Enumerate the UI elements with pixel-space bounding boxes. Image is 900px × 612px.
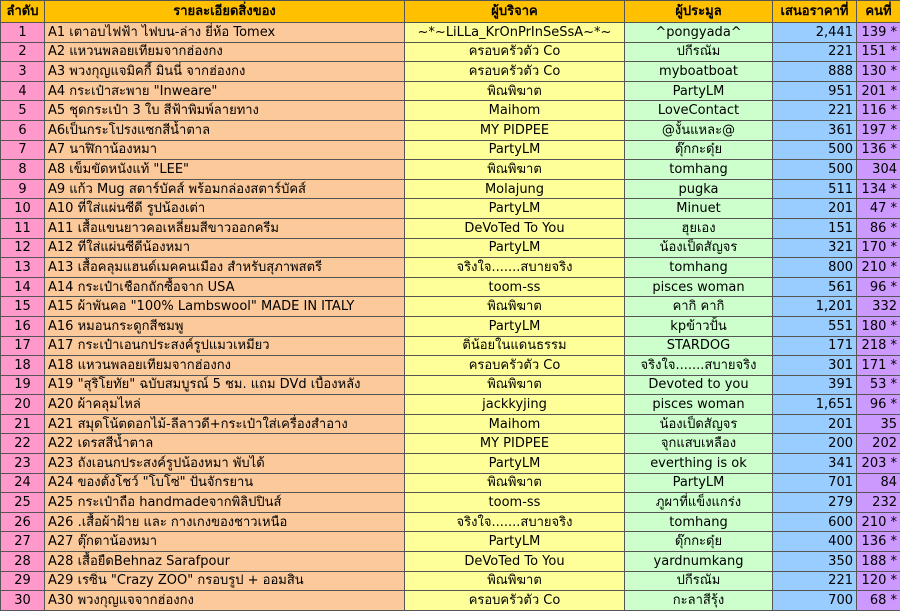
cell-bidder: ดุ๊กกะดุ๋ย [625,140,773,160]
cell-bidder: pisces woman [625,395,773,415]
cell-item: A12 ที่ใส่แผ่นซีดีน้องหมา [45,238,405,258]
cell-bidder: PartyLM [625,473,773,493]
cell-item: A22 เดรสสีน้ำตาล [45,434,405,454]
cell-no: 6 [1,120,45,140]
cell-price: 341 [773,454,857,474]
cell-donor: PartyLM [405,238,625,258]
cell-price: 800 [773,258,857,278]
cell-price: 151 [773,218,857,238]
cell-bidder: ปกีรณัม [625,42,773,62]
cell-count: 134 * [857,179,900,199]
cell-donor: MY PIDPEE [405,434,625,454]
cell-price: 2,441 [773,23,857,43]
cell-count: 210 * [857,512,900,532]
cell-no: 18 [1,356,45,376]
cell-bidder: น้องเป็ดสัญจร [625,238,773,258]
table-row [1,414,900,434]
cell-count: 86 * [857,218,900,238]
cell-price: 201 [773,199,857,219]
cell-count: 218 * [857,336,900,356]
cell-donor: Maihom [405,414,625,434]
cell-no: 9 [1,179,45,199]
cell-price: 201 [773,414,857,434]
cell-price: 551 [773,316,857,336]
table-row [1,101,900,121]
cell-item: A8 เข็มขัดหนังแท้ "LEE" [45,160,405,180]
cell-item: A20 ผ้าคลุมไหล่ [45,395,405,415]
cell-donor: จริงใจ.......สบายจริง [405,512,625,532]
cell-bidder: pisces woman [625,277,773,297]
cell-item: A15 ผ้าพันคอ "100% Lambswool" MADE IN ITALY [45,297,405,317]
cell-price: 279 [773,493,857,513]
cell-no: 26 [1,512,45,532]
cell-price: 1,651 [773,395,857,415]
cell-donor: ครอบครัวตัว Co [405,42,625,62]
cell-donor: DeVoTed To You [405,552,625,572]
table-row [1,258,900,278]
cell-price: 700 [773,591,857,611]
cell-item: A26 .เสื้อผ้าฝ้าย และ กางเกงของชาวเหนือ [45,512,405,532]
cell-donor: MY PIDPEE [405,120,625,140]
cell-no: 8 [1,160,45,180]
cell-count: 304 [857,160,900,180]
cell-count: 188 * [857,552,900,572]
cell-bidder: myboatboat [625,62,773,82]
cell-donor: พิณพิฆาต [405,160,625,180]
cell-price: 951 [773,81,857,101]
table-row [1,336,900,356]
cell-count: 180 * [857,316,900,336]
cell-count: 96 * [857,277,900,297]
header-row [1,1,900,23]
cell-item: A1 เตาอบไฟฟ้า ไฟบน-ล่าง ยี่ห้อ Tomex [45,23,405,43]
cell-count: 96 * [857,395,900,415]
cell-donor: Molajung [405,179,625,199]
header-item: รายละเอียดสิ่งของ [45,1,405,23]
table-row [1,42,900,62]
cell-donor: PartyLM [405,140,625,160]
cell-donor: พิณพิฆาต [405,473,625,493]
cell-price: 888 [773,62,857,82]
cell-count: 232 [857,493,900,513]
cell-count: 120 * [857,571,900,591]
table-row [1,160,900,180]
cell-donor: พิณพิฆาต [405,81,625,101]
table-row [1,238,900,258]
cell-item: A28 เสื้อยืดBehnaz Sarafpour [45,552,405,572]
cell-item: A18 แหวนพลอยเทียมจากฮ่องกง [45,356,405,376]
cell-count: 203 * [857,454,900,474]
cell-no: 30 [1,591,45,611]
table-row [1,375,900,395]
cell-no: 14 [1,277,45,297]
cell-no: 17 [1,336,45,356]
cell-bidder: STARDOG [625,336,773,356]
table-body [1,23,900,611]
cell-bidder: ภูผาที่แข็งแกร่ง [625,493,773,513]
cell-no: 23 [1,454,45,474]
table-row [1,512,900,532]
cell-donor: PartyLM [405,316,625,336]
cell-count: 53 * [857,375,900,395]
header-donor: ผู้บริจาค [405,1,625,23]
cell-donor: ~*~LiLLa_KrOnPrInSeSsA~*~ [405,23,625,43]
cell-count: 171 * [857,356,900,376]
cell-count: 68 * [857,591,900,611]
table-row [1,316,900,336]
cell-item: A6เป็นกระโปรงแซกสีน้ำตาล [45,120,405,140]
cell-item: A30 พวงกุญแจจากฮ่องกง [45,591,405,611]
cell-item: A3 พวงกุญแจมิคกี้ มินนี่ จากฮ่องกง [45,62,405,82]
cell-price: 321 [773,238,857,258]
cell-no: 4 [1,81,45,101]
table-row [1,23,900,43]
cell-no: 19 [1,375,45,395]
cell-bidder: จุกแสบเหลือง [625,434,773,454]
cell-no: 21 [1,414,45,434]
cell-no: 13 [1,258,45,278]
cell-count: 84 [857,473,900,493]
header-price: เสนอราคาที่ [773,1,857,23]
cell-no: 29 [1,571,45,591]
cell-price: 561 [773,277,857,297]
header-no: ลำดับ [1,1,45,23]
cell-bidder: คากิ คากิ [625,297,773,317]
cell-item: A21 สมุดโน้ตดอกไม้-ลีลาวดี+กระเป๋าใส่เครื่องสำอาง [45,414,405,434]
cell-donor: PartyLM [405,532,625,552]
cell-price: 221 [773,101,857,121]
table-row [1,532,900,552]
cell-no: 15 [1,297,45,317]
cell-no: 22 [1,434,45,454]
cell-count: 116 * [857,101,900,121]
cell-count: 332 [857,297,900,317]
cell-count: 201 * [857,81,900,101]
table-row [1,454,900,474]
cell-bidder: kpข้าวปั้น [625,316,773,336]
cell-item: A4 กระเป๋าสะพาย "Inweare" [45,81,405,101]
cell-count: 130 * [857,62,900,82]
cell-donor: ครอบครัวตัว Co [405,62,625,82]
cell-no: 10 [1,199,45,219]
cell-count: 35 [857,414,900,434]
cell-price: 391 [773,375,857,395]
cell-bidder: ฮุยเอง [625,218,773,238]
cell-bidder: ^pongyada^ [625,23,773,43]
cell-price: 1,201 [773,297,857,317]
cell-price: 500 [773,160,857,180]
cell-price: 400 [773,532,857,552]
cell-bidder: LoveContact [625,101,773,121]
cell-bidder: yardnumkang [625,552,773,572]
cell-bidder: tomhang [625,160,773,180]
cell-donor: DeVoTed To You [405,218,625,238]
cell-item: A9 แก้ว Mug สตาร์บัคส์ พร้อมกล่องสตาร์บัคส์ [45,179,405,199]
table-row [1,140,900,160]
cell-price: 600 [773,512,857,532]
cell-count: 202 [857,434,900,454]
cell-donor: จริงใจ.......สบายจริง [405,258,625,278]
cell-item: A27 ตุ๊กตาน้องหมา [45,532,405,552]
table-row [1,218,900,238]
table-row [1,120,900,140]
cell-no: 20 [1,395,45,415]
cell-donor: PartyLM [405,454,625,474]
cell-item: A14 กระเป๋าเชือกถักซื้อจาก USA [45,277,405,297]
header-bidder: ผู้ประมูล [625,1,773,23]
cell-item: A23 ถังเอนกประสงค์รูปน้องหมา พับได้ [45,454,405,474]
cell-donor: ครอบครัวตัว Co [405,591,625,611]
table-row [1,591,900,611]
cell-no: 3 [1,62,45,82]
table-row [1,277,900,297]
cell-bidder: จริงใจ.......สบายจริง [625,356,773,376]
table-row [1,179,900,199]
cell-item: A7 นาฬิกาน้องหมา [45,140,405,160]
cell-donor: toom-ss [405,493,625,513]
table-row [1,356,900,376]
cell-price: 361 [773,120,857,140]
cell-price: 350 [773,552,857,572]
cell-bidder: tomhang [625,258,773,278]
cell-count: 151 * [857,42,900,62]
cell-item: A24 ของตั้งโชว์ "โบโซ่" ปั่นจักรยาน [45,473,405,493]
cell-bidder: pugka [625,179,773,199]
cell-item: A13 เสื้อคลุมแฮนด์เมคคนเมือง สำหรับสุภาพสตรี [45,258,405,278]
cell-bidder: น้องเป็ดสัญจร [625,414,773,434]
cell-item: A10 ที่ใส่แผ่นซีดี รูปน้องเต่า [45,199,405,219]
table-row [1,297,900,317]
cell-price: 221 [773,42,857,62]
cell-price: 500 [773,140,857,160]
cell-no: 2 [1,42,45,62]
cell-bidder: everthing is ok [625,454,773,474]
cell-item: A29 เรซิ่น "Crazy ZOO" กรอบรูป + ออมสิน [45,571,405,591]
table-row [1,493,900,513]
cell-price: 701 [773,473,857,493]
cell-no: 12 [1,238,45,258]
table-row [1,199,900,219]
cell-price: 200 [773,434,857,454]
cell-count: 210 * [857,258,900,278]
cell-item: A17 กระเป๋าเอนกประสงค์รูปแมวเหมียว [45,336,405,356]
cell-no: 11 [1,218,45,238]
table-row [1,434,900,454]
cell-donor: Maihom [405,101,625,121]
cell-price: 221 [773,571,857,591]
table-row [1,571,900,591]
cell-count: 136 * [857,140,900,160]
cell-count: 170 * [857,238,900,258]
cell-item: A5 ชุดกระเป๋า 3 ใบ สีฟ้าพิมพ์ลายทาง [45,101,405,121]
cell-donor: พิณพิฆาต [405,571,625,591]
table-row [1,62,900,82]
cell-no: 7 [1,140,45,160]
cell-count: 139 * [857,23,900,43]
cell-no: 28 [1,552,45,572]
table-row [1,473,900,493]
cell-no: 24 [1,473,45,493]
cell-price: 301 [773,356,857,376]
cell-item: A25 กระเป๋าถือ handmadeจากพิลิปปินส์ [45,493,405,513]
cell-donor: ติ๋น้อยในแดนธรรม [405,336,625,356]
table-row [1,395,900,415]
cell-donor: พิณพิฆาต [405,375,625,395]
cell-donor: พิณพิฆาต [405,297,625,317]
cell-item: A19 "สุริโยทัย" ฉบับสมบูรณ์ 5 ชม. แถม DVd เบื้องหลัง [45,375,405,395]
cell-item: A16 หมอนกระดูกสีชมพู [45,316,405,336]
cell-count: 197 * [857,120,900,140]
cell-donor: toom-ss [405,277,625,297]
cell-item: A2 แหวนพลอยเทียมจากฮ่องกง [45,42,405,62]
cell-bidder: tomhang [625,512,773,532]
cell-no: 1 [1,23,45,43]
cell-bidder: @งั้นแหละ@ [625,120,773,140]
cell-count: 47 * [857,199,900,219]
cell-price: 171 [773,336,857,356]
cell-bidder: PartyLM [625,81,773,101]
cell-donor: ครอบครัวตัว Co [405,356,625,376]
cell-bidder: กะลาสีรุ้ง [625,591,773,611]
cell-no: 16 [1,316,45,336]
table-row [1,81,900,101]
cell-donor: PartyLM [405,199,625,219]
cell-count: 136 * [857,532,900,552]
header-count: คนที่ [857,1,900,23]
cell-price: 511 [773,179,857,199]
cell-bidder: ปกีรณัม [625,571,773,591]
cell-bidder: Minuet [625,199,773,219]
cell-bidder: ดุ๊กกะดุ๋ย [625,532,773,552]
cell-bidder: Devoted to you [625,375,773,395]
cell-no: 27 [1,532,45,552]
cell-no: 5 [1,101,45,121]
cell-no: 25 [1,493,45,513]
cell-item: A11 เสื้อแขนยาวคอเหลี่ยมสีขาวออกครีม [45,218,405,238]
table-row [1,552,900,572]
cell-donor: jackkyjing [405,395,625,415]
